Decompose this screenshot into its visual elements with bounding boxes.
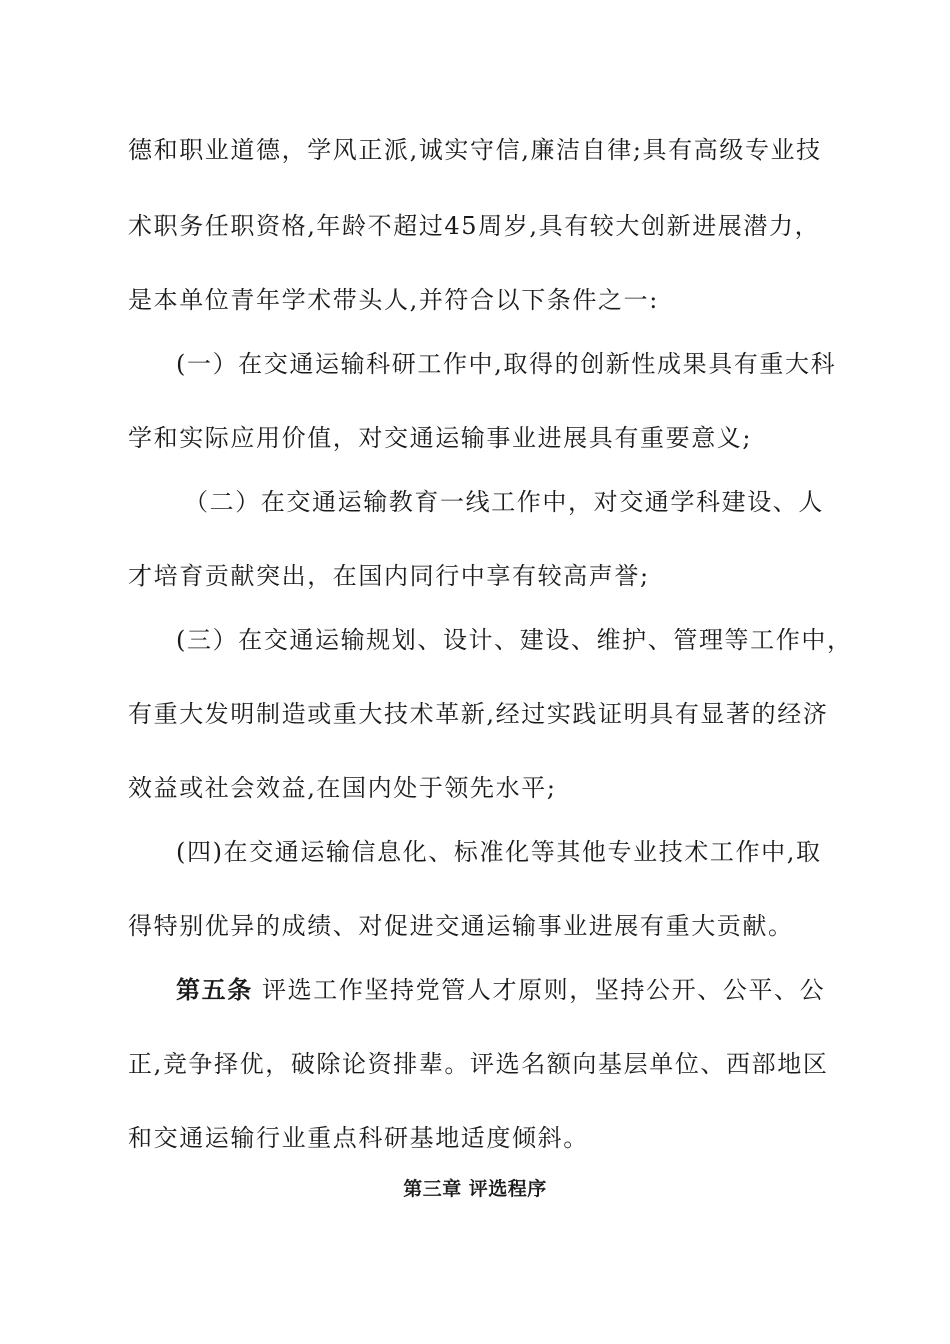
chapter-title: 第三章 评选程序: [403, 1178, 547, 1200]
body-line-3: 是本单位青年学术带头人,并符合以下条件之一:: [128, 286, 659, 314]
body-line-1: 德和职业道德，学风正派,诚实守信,廉洁自律;具有高级专业技: [128, 136, 822, 164]
clause-4-line-1: (四)在交通运输信息化、标准化等其他专业技术工作中,取: [176, 838, 822, 866]
article-5-text: 评选工作坚持党管人才原则，坚持公开、公平、公: [252, 976, 826, 1004]
article-5-line-2: 正,竞争择优，破除论资排辈。评选名额向基层单位、西部地区: [128, 1050, 829, 1078]
article-5-line-3: 和交通运输行业重点科研基地适度倾斜。: [128, 1124, 589, 1152]
clause-3-line-1: (三）在交通运输规划、设计、建设、维护、管理等工作中，: [176, 626, 853, 654]
clause-1-line-2: 学和实际应用价值，对交通运输事业进展具有重要意义;: [128, 424, 753, 452]
article-5-line-1: [176, 974, 838, 1006]
clause-2-line-2: 才培育贡献突出，在国内同行中享有较高声誉;: [128, 562, 650, 590]
body-line-2: 术职务任职资格,年龄不超过45周岁,具有较大创新进展潜力，: [128, 212, 821, 240]
clause-2-line-1: （二）在交通运输教育一线工作中，对交通学科建设、人: [184, 488, 824, 516]
clause-4-line-2: 得特别优异的成绩、对促进交通运输事业进展有重大贡献。: [128, 912, 794, 940]
article-5-label: 第五条: [176, 976, 253, 1004]
clause-1-line-1: (一）在交通运输科研工作中,取得的创新性成果具有重大科: [176, 350, 837, 378]
clause-3-line-2: 有重大发明制造或重大技术革新,经过实践证明具有显著的经济: [128, 700, 829, 728]
clause-3-line-3: 效益或社会效益,在国内处于领先水平;: [128, 774, 557, 802]
